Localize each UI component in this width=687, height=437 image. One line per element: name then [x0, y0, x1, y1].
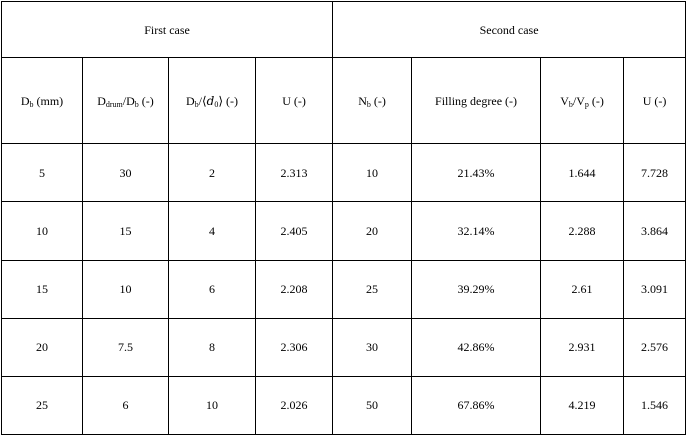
header-nb: $N_b$ (-): [333, 58, 412, 144]
table-cell: 2.405: [256, 202, 333, 260]
header-u-second: U (-): [624, 58, 686, 144]
table-cell: 10: [169, 376, 256, 434]
table-cell: 6: [169, 260, 256, 318]
table-cell: 67.86%: [412, 376, 541, 434]
table-cell: 1.644: [541, 144, 624, 202]
group-first-case: First case: [2, 2, 333, 58]
table-cell: 2.208: [256, 260, 333, 318]
column-header-row: [2, 58, 686, 144]
table-row: [2, 260, 686, 318]
table-cell: 4.219: [541, 376, 624, 434]
table-cell: 30: [333, 318, 412, 376]
table-cell: 5: [2, 144, 83, 202]
table-cell: 2.306: [256, 318, 333, 376]
table-cell: 30: [83, 144, 169, 202]
table-cell: 15: [83, 202, 169, 260]
table-cell: 8: [169, 318, 256, 376]
table-cell: 20: [333, 202, 412, 260]
table-cell: 32.14%: [412, 202, 541, 260]
table-cell: 20: [2, 318, 83, 376]
table-cell: 2.576: [624, 318, 686, 376]
table-cell: 7.5: [83, 318, 169, 376]
table-cell: 2.313: [256, 144, 333, 202]
table-cell: 7.728: [624, 144, 686, 202]
table-cell: 39.29%: [412, 260, 541, 318]
table-cell: 42.86%: [412, 318, 541, 376]
table-cell: 10: [2, 202, 83, 260]
table-cell: 21.43%: [412, 144, 541, 202]
group-second-case: Second case: [333, 2, 686, 58]
table-cell: 3.091: [624, 260, 686, 318]
header-db-mm: $D_b$ (mm): [2, 58, 83, 144]
header-filling-degree: Filling degree (-): [412, 58, 541, 144]
table-cell: 2.931: [541, 318, 624, 376]
table-cell: 2: [169, 144, 256, 202]
header-vb-vp: $V_b/V_p$ (-): [541, 58, 624, 144]
table-cell: 25: [333, 260, 412, 318]
table-row: [2, 144, 686, 202]
group-header-row: [2, 2, 686, 58]
table-cell: 1.546: [624, 376, 686, 434]
header-db-d0: $D_b/⟨d_0⟩$ (-): [169, 58, 256, 144]
table-cell: 25: [2, 376, 83, 434]
table-cell: 3.864: [624, 202, 686, 260]
table-cell: 50: [333, 376, 412, 434]
header-u-first: U (-): [256, 58, 333, 144]
table-cell: 10: [83, 260, 169, 318]
table-cell: 4: [169, 202, 256, 260]
table-cell: 15: [2, 260, 83, 318]
table-cell: 10: [333, 144, 412, 202]
table-row: [2, 202, 686, 260]
header-ddrum-db: $D_{drum}/D_b$ (-): [83, 58, 169, 144]
table-cell: 2.61: [541, 260, 624, 318]
table-row: [2, 376, 686, 434]
table-cell: 2.026: [256, 376, 333, 434]
table-cell: 6: [83, 376, 169, 434]
results-table: [1, 1, 686, 435]
table-cell: 2.288: [541, 202, 624, 260]
table-row: [2, 318, 686, 376]
